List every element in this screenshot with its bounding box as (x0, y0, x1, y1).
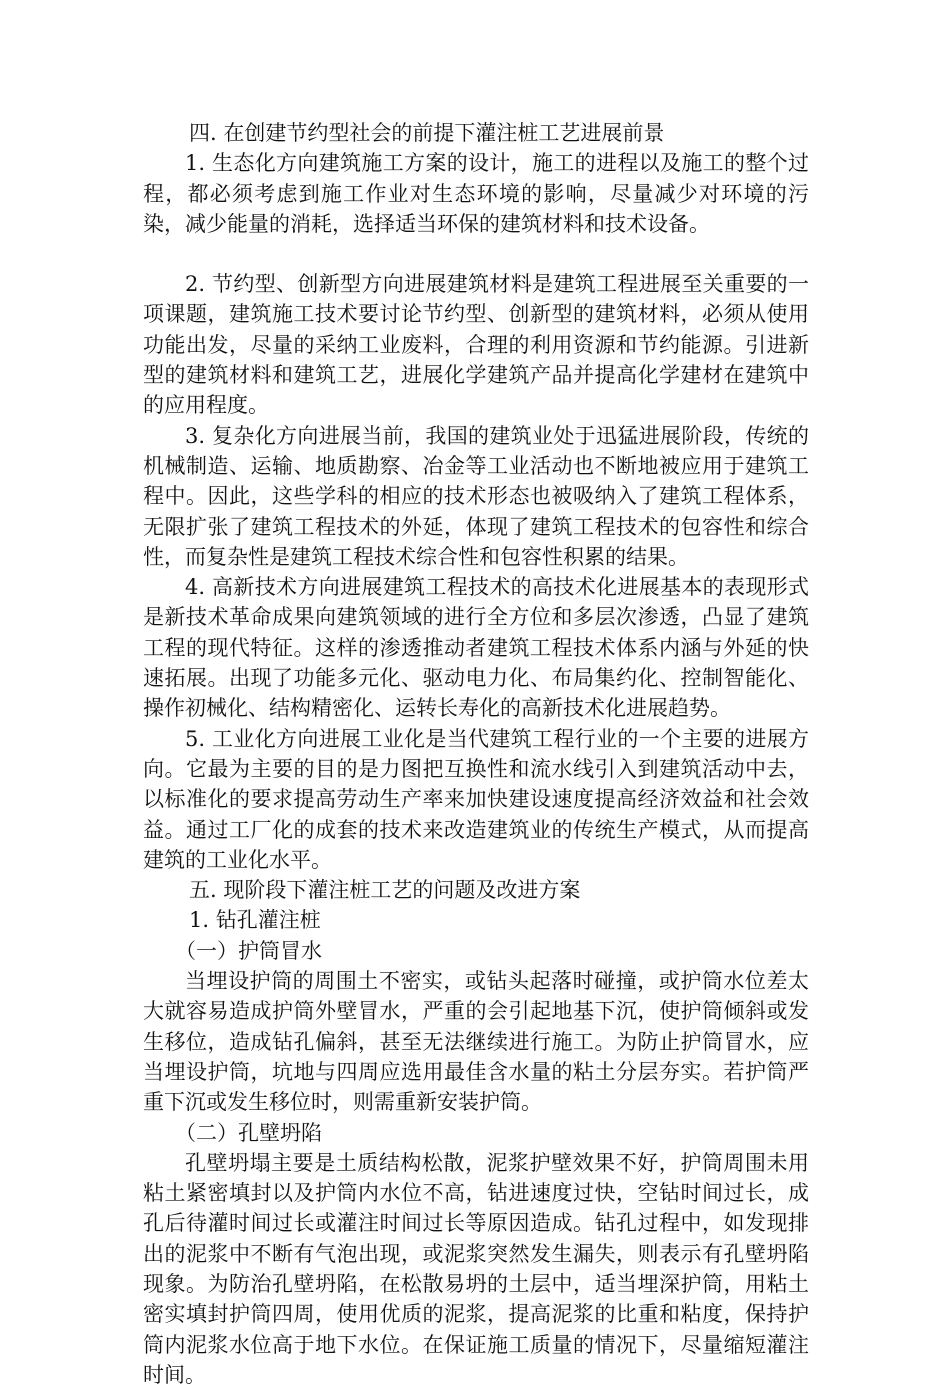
section-heading-4: 四. 在创建节约型社会的前提下灌注桩工艺进展前景 (189, 121, 665, 145)
section-heading-5: 五. 现阶段下灌注桩工艺的问题及改进方案 (189, 878, 581, 903)
document-body (143, 118, 809, 1390)
paragraph-complex: 3. 复杂化方向进展当前，我国的建筑业处于迅猛进展阶段，传统的机械制造、运输、地质勘察、冶金等工业活动也不断地被应用于建筑工程中。因此，这些学科的相应的技术形态也被吸纳入了建筑工程体系，无限扩张了建筑工程技术的外延，体现了建筑工程技术的包容性和综合性，而复杂性是建筑工程技术综合性和包容性积累的结果。 (143, 423, 809, 569)
paragraph-ecological: 1. 生态化方向建筑施工方案的设计，施工的进程以及施工的整个过程，都必须考虑到施工作业对生态环境的影响，尽量减少对环境的污染，减少能量的消耗，选择适当环保的建筑材料和技术设备。 (143, 151, 809, 236)
paragraph-industrial: 5. 工业化方向进展工业化是当代建筑工程行业的一个主要的进展方向。它最为主要的目的是力图把互换性和流水线引入到建筑活动中去，以标准化的要求提高劳动生产率来加快建设速度提高经济效益和社会效益。通过工厂化的成套的技术来改造建筑业的传统生产模式，从而提高建筑的工业化水平。 (143, 726, 809, 872)
paragraph-casing-leak: 当埋设护筒的周围土不密实，或钻头起落时碰撞，或护筒水位差太大就容易造成护筒外壁冒水，严重的会引起地基下沉，使护筒倾斜或发生移位，造成钻孔偏斜，甚至无法继续进行施工。为防止护筒冒水，应当埋设护筒，坑地与四周应选用最佳含水量的粘土分层夯实。若护筒严重下沉或发生移位时，则需重新安装护筒。 (143, 969, 809, 1115)
item-heading-casing-leak: （一）护筒冒水 (175, 938, 322, 963)
paragraph-economical: 2. 节约型、创新型方向进展建筑材料是建筑工程进展至关重要的一项课题，建筑施工技术要讨论节约型、创新型的建筑材料，必须从使用功能出发，尽量的采纳工业废料，合理的利用资源和节约能源。引进新型的建筑材料和建筑工艺，进展化学建筑产品并提高化学建材在建筑中的应用程度。 (143, 272, 809, 418)
paragraph-hightech: 4. 高新技术方向进展建筑工程技术的高技术化进展基本的表现形式是新技术革命成果向建筑领域的进行全方位和多层次渗透，凸显了建筑工程的现代特征。这样的渗透推动者建筑工程技术体系内涵与外延的快速拓展。出现了功能多元化、驱动电力化、布局集约化、控制智能化、操作初械化、结构精密化、运转长寿化的高新技术化进展趋势。 (143, 575, 809, 721)
paragraph-wall-collapse: 孔壁坍塌主要是土质结构松散，泥浆护壁效果不好，护筒周围未用粘土紧密填封以及护筒内水位不高，钻进速度过快，空钻时间过长，成孔后待灌时间过长或灌注时间过长等原因造成。钻孔过程中，如发现排出的泥浆中不断有气泡出现，或泥浆突然发生漏失，则表示有孔壁坍陷现象。为防治孔壁坍陷，在松散易坍的土层中，适当埋深护筒，用粘土密实填封护筒四周，使用优质的泥浆，提高泥浆的比重和粘度，保持护筒内泥浆水位高于地下水位。在保证施工质量的情况下，尽量缩短灌注时间。 (143, 1150, 809, 1387)
subsection-heading-bored-pile: 1. 钻孔灌注桩 (189, 908, 321, 933)
item-heading-wall-collapse: （二）孔壁坍陷 (175, 1120, 322, 1145)
